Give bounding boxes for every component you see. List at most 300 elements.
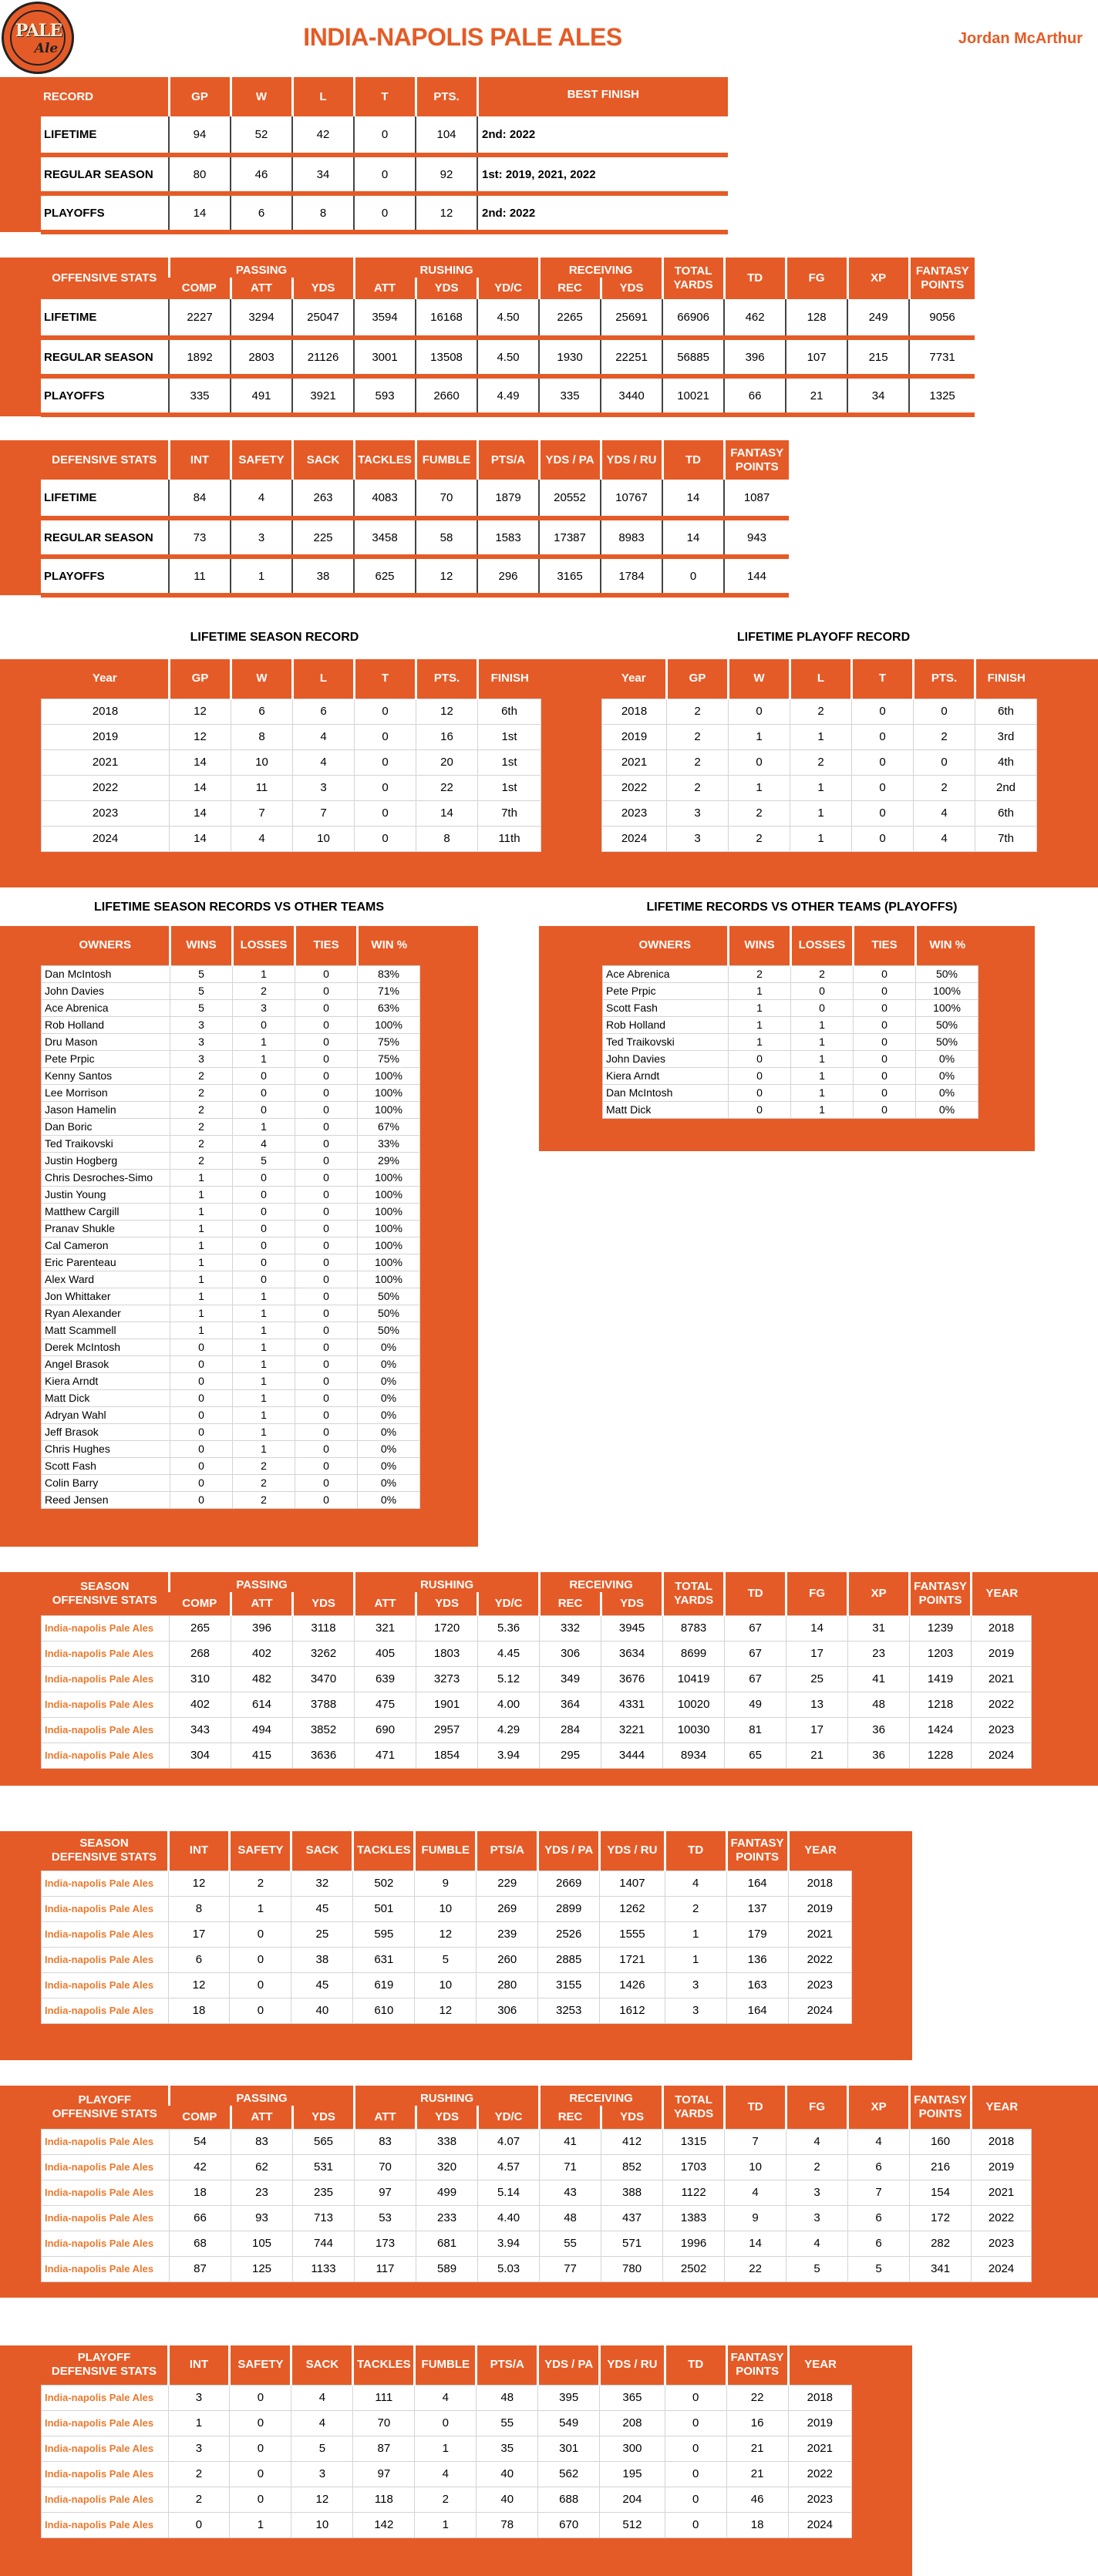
cell: 0 [665,2410,726,2436]
cell: 1 [729,724,790,749]
group-receiving: RECEIVING [540,1572,663,1592]
table-row [42,699,541,724]
team-name: India-napolis Pale Ales [42,2256,170,2281]
cell: 50% [916,1016,978,1033]
logo-text-pale: PALE [15,21,62,41]
cell: 144 [724,557,789,595]
cell: 22 [726,2385,788,2410]
col-header: DEFENSIVE STATS [52,453,157,466]
cell: 531 [293,2154,355,2180]
cell: 0 [852,724,914,749]
season-offense-label [42,1572,170,1615]
cell: 50% [916,965,978,982]
year-cell: 2023 [42,800,170,826]
table-row [42,800,541,826]
records-panel [0,659,1098,887]
owner-name-cell: Reed Jensen [42,1491,170,1508]
cell: 50% [916,1033,978,1050]
cell: 2019 [788,1896,851,1921]
season-record-table [41,659,541,852]
table-row [42,1423,420,1440]
col-header: TACKLES [353,2345,415,2385]
cell: 23 [848,1641,910,1666]
cell: 100% [358,1186,420,1203]
col-header: WINS [729,926,791,965]
defense-table [41,440,789,598]
cell: 40 [291,1998,353,2023]
cell: 12 [415,1998,477,2023]
cell: 100% [358,1169,420,1186]
cell: 341 [910,2256,972,2281]
cell: 0 [295,1491,358,1508]
cell: 136 [726,1947,788,1972]
col-header: GP [667,659,729,699]
cell: 111 [353,2385,415,2410]
table-row [42,1743,1032,1768]
cell: 1879 [477,480,539,518]
cell: 216 [910,2154,972,2180]
owner-name-cell: Derek McIntosh [42,1339,170,1355]
cell: 0 [233,1084,295,1101]
team-name: India-napolis Pale Ales [42,1896,169,1921]
cell: 12 [168,1871,230,1896]
cell: 4.00 [478,1692,540,1717]
cell: 34 [847,376,909,415]
cell: 639 [355,1666,416,1692]
cell: 7 [231,800,293,826]
cell: 365 [600,2385,665,2410]
cell: 2022 [788,2461,851,2487]
cell: 4.29 [478,1717,540,1743]
record-panel [0,77,728,232]
cell: 55 [477,2410,538,2436]
owner-name-cell: Ryan Alexander [42,1305,170,1322]
cell: 0 [665,2487,726,2512]
table-row [42,1896,852,1921]
cell: 10419 [663,1666,725,1692]
cell: 71% [358,982,420,999]
cell: 62 [231,2154,293,2180]
group-rushing: RUSHING [355,2086,540,2106]
cell: 0 [665,2436,726,2461]
cell: 10 [293,826,355,851]
cell: 41 [540,2129,601,2154]
cell: 2669 [538,1871,600,1896]
cell: 21 [786,1743,848,1768]
cell: 14 [725,2231,786,2256]
cell: 2 [168,2487,230,2512]
best-finish: 1st: 2019, 2021, 2022 [477,155,728,194]
table-row [42,1339,420,1355]
group-passing: PASSING [169,258,354,278]
cell: 92 [416,155,477,194]
cell: 2 [415,2487,477,2512]
cell: 2 [233,982,295,999]
cell: 12 [168,1972,230,1998]
cell: 296 [477,557,539,595]
cell: 25047 [292,299,354,338]
col-header: INT [168,2345,230,2385]
cell: 17 [786,1641,848,1666]
cell: 1930 [539,338,601,376]
cell: 0 [233,1016,295,1033]
cell: 2 [170,1084,233,1101]
cell: 0 [355,699,416,724]
col-header: YD/C [478,1592,540,1615]
table-row [42,2205,1032,2231]
year-cell: 2021 [42,749,170,775]
col-header: YDS [293,2106,355,2129]
table-row [42,2154,1032,2180]
cell: 0 [295,1288,358,1305]
cell: 2023 [972,2231,1032,2256]
cell: 0 [295,1237,358,1254]
table-row [42,2436,852,2461]
table-row [42,1440,420,1457]
col-header: PTS/A [477,2345,538,2385]
season-record-title: LIFETIME SEASON RECORD [190,631,359,644]
cell: 8934 [663,1743,725,1768]
cell: 249 [847,299,909,338]
cell: 13 [786,1692,848,1717]
team-name: India-napolis Pale Ales [42,1717,170,1743]
col-header: L [292,77,354,116]
year-cell: 2024 [602,826,667,851]
cell: 2803 [231,338,292,376]
year-cell: 2018 [42,699,170,724]
cell: 0 [295,999,358,1016]
col-header: GP [170,659,231,699]
table-row [42,826,541,851]
cell: 475 [355,1692,416,1717]
cell: 0 [854,982,916,999]
cell: 63% [358,999,420,1016]
table-row [42,1016,420,1033]
owner-name-cell: Jeff Brasok [42,1423,170,1440]
cell: 744 [293,2231,355,2256]
cell: 1218 [910,1692,972,1717]
defense-panel [0,440,789,595]
cell: 12 [170,724,231,749]
team-name: India-napolis Pale Ales [42,2154,170,2180]
cell: 0 [170,1474,233,1491]
cell: 4 [293,749,355,775]
table-row [41,299,975,338]
cell: 6th [975,800,1037,826]
cell: 0% [358,1372,420,1389]
col-header: ATT [231,278,292,299]
cell: 18 [170,2180,231,2205]
col-header-row [42,659,541,699]
cell: 0 [729,749,790,775]
cell: 2021 [788,2436,851,2461]
cell: 50% [358,1288,420,1305]
cell: 25691 [601,299,662,338]
cell: 595 [353,1921,415,1947]
col-header: ATT [355,2106,416,2129]
cell: 21 [726,2436,788,2461]
cell: 2024 [972,1743,1032,1768]
cell: 2 [914,775,975,800]
cell: 1 [233,1118,295,1135]
cell: 14 [169,194,231,232]
cell: 5 [415,1947,477,1972]
cell: 12 [416,557,477,595]
cell: 338 [416,2129,478,2154]
cell: 8983 [601,518,662,557]
cell: 3676 [601,1666,663,1692]
col-header: YDS / RU [601,440,662,480]
cell: 1 [233,1322,295,1339]
year-cell: 2021 [602,749,667,775]
cell: 4 [233,1135,295,1152]
table-row [603,965,978,982]
cell: 0 [295,1457,358,1474]
cell: 415 [231,1743,293,1768]
cell: 494 [231,1717,293,1743]
cell: 154 [910,2180,972,2205]
col-header: FG [786,2086,848,2129]
cell: 1426 [600,1972,665,1998]
cell: 2023 [972,1717,1032,1743]
table-row [42,2410,852,2436]
row-label: LIFETIME [41,116,169,155]
cell: 7 [293,800,355,826]
team-name: India-napolis Pale Ales [42,2231,170,2256]
cell: 2019 [972,1641,1032,1666]
cell: 45 [291,1972,353,1998]
cell: 0 [295,1406,358,1423]
col-header: SACK [292,440,354,480]
cell: 3 [786,2205,848,2231]
cell: 36 [848,1743,910,1768]
cell: 3262 [293,1641,355,1666]
cell: 10 [725,2154,786,2180]
table-row [42,1135,420,1152]
cell: 12 [415,1921,477,1947]
cell: 0 [295,1220,358,1237]
col-header: LOSSES [791,926,854,965]
cell: 8 [292,194,354,232]
cell: 25 [786,1666,848,1692]
cell: 0 [170,1339,233,1355]
label-line: PLAYOFF [77,2351,131,2365]
col-header: YDS [601,1592,663,1615]
row-label: REGULAR SEASON [41,518,169,557]
cell: 215 [847,338,909,376]
cell: 0% [358,1389,420,1406]
cell: 1383 [663,2205,725,2231]
table-row [41,376,975,415]
cell: 462 [724,299,786,338]
col-header: TIES [854,926,916,965]
col-header-row [602,659,1037,699]
cell: 100% [358,1237,420,1254]
col-header: YD/C [477,278,539,299]
owner-name-cell: Ace Abrenica [603,965,729,982]
playoff-offense-panel [0,2086,1098,2298]
table-row [41,116,728,155]
cell: 0 [729,1101,791,1118]
col-header: YDS / PA [538,2345,600,2385]
group-header-row [41,258,975,278]
owner-name-cell: Angel Brasok [42,1355,170,1372]
cell: 75% [358,1050,420,1067]
team-name: India-napolis Pale Ales [42,1972,169,1998]
cell: 0 [854,965,916,982]
cell: 4 [291,2385,353,2410]
cell: 1 [791,1067,854,1084]
cell: 100% [358,1084,420,1101]
cell: 53 [355,2205,416,2231]
team-name: India-napolis Pale Ales [42,2180,170,2205]
table-row [42,1474,420,1491]
cell: 0 [295,1067,358,1084]
cell: 0 [230,1998,291,2023]
col-header: YDS [601,278,662,299]
cell: 1 [415,2436,477,2461]
cell: 502 [353,1871,415,1896]
cell: 7731 [909,338,975,376]
season-defense-label [42,1831,169,1871]
col-header: OWNERS [638,938,691,952]
col-header: XP [848,1572,910,1615]
cell: 67 [725,1641,786,1666]
cell: 2021 [788,1921,851,1947]
cell: 0 [662,557,724,595]
season-offense-panel [0,1572,1098,1786]
cell: 100% [358,1271,420,1288]
playoff-defense-label [42,2345,169,2385]
cell: 0% [358,1406,420,1423]
row-label: PLAYOFFS [41,557,169,595]
col-header: YDS / RU [600,2345,665,2385]
cell: 10 [291,2512,353,2537]
cell: 14 [416,800,478,826]
cell: 6 [293,699,355,724]
cell: 1407 [600,1871,665,1896]
table-row [603,1067,978,1084]
col-header: FUMBLE [416,440,477,480]
cell: 0 [729,1050,791,1067]
cell: 3 [665,1972,726,1998]
col-header: YD/C [478,2106,540,2129]
col-header: COMP [182,2110,217,2123]
cell: 0 [233,1271,295,1288]
cell: 1315 [663,2129,725,2154]
table-row [42,1271,420,1288]
cell: 13508 [416,338,477,376]
year-cell: 2018 [602,699,667,724]
cell: 2957 [416,1717,478,1743]
cell: 1612 [600,1998,665,2023]
col-header: FANTASY POINTS [726,1831,788,1871]
cell: 1 [729,999,791,1016]
cell: 1239 [910,1615,972,1641]
cell: 0 [295,1203,358,1220]
cell: 4.50 [477,338,539,376]
col-header: YDS [416,278,477,299]
cell: 3 [168,2436,230,2461]
cell: 100% [916,999,978,1016]
col-header: OWNERS [79,938,131,952]
owner-name-cell: Ted Traikovski [42,1135,170,1152]
table-row [42,2512,852,2537]
cell: 1 [170,1305,233,1322]
cell: 1 [170,1322,233,1339]
cell: 306 [477,1998,538,2023]
label-line: PLAYOFF [78,2093,132,2106]
cell: 11 [169,557,231,595]
cell: 1 [168,2410,230,2436]
cell: 3.94 [478,1743,540,1768]
table-row [603,982,978,999]
col-header: YEAR [972,1572,1032,1615]
cell: 2 [170,1118,233,1135]
cell: 4 [293,724,355,749]
cell: 4.07 [478,2129,540,2154]
cell: 3634 [601,1641,663,1666]
cell: 4 [231,480,292,518]
owner-name-cell: Alex Ward [42,1271,170,1288]
cell: 0 [295,1084,358,1101]
col-header: SAFETY [231,440,292,480]
owner-name-cell: Chris Hughes [42,1440,170,1457]
cell: 471 [355,1743,416,1768]
cell: 437 [601,2205,663,2231]
playoff-offense-table [41,2086,1032,2282]
cell: 0 [854,1067,916,1084]
cell: 16 [416,724,478,749]
cell: 6 [231,699,293,724]
group-rushing: RUSHING [354,258,539,278]
cell: 713 [293,2205,355,2231]
team-name: India-napolis Pale Ales [42,1921,169,1947]
cell: 0 [170,1491,233,1508]
cell: 405 [355,1641,416,1666]
cell: 0 [295,1101,358,1118]
col-header: YDS / RU [600,1831,665,1871]
cell: 16168 [416,299,477,338]
cell: 589 [416,2256,478,2281]
team-name: India-napolis Pale Ales [42,1641,170,1666]
cell: 42 [292,116,354,155]
col-header: YDS [292,278,354,299]
cell: 1 [233,1372,295,1389]
owner-name-cell: Matt Scammell [42,1322,170,1339]
cell: 1 [233,1033,295,1050]
cell: 2023 [788,2487,851,2512]
cell: 0 [170,1440,233,1457]
cell: 402 [231,1641,293,1666]
cell: 75% [358,1033,420,1050]
cell: 1 [790,724,852,749]
cell: 48 [477,2385,538,2410]
cell: 7th [478,800,541,826]
table-row [42,999,420,1016]
table-row [42,1101,420,1118]
cell: 3118 [293,1615,355,1641]
cell: 41 [848,1666,910,1692]
cell: 0 [354,116,416,155]
cell: 12 [170,699,231,724]
cell: 33% [358,1135,420,1152]
col-header: REC [540,2106,601,2129]
table-row [603,1101,978,1118]
owner-name: Jordan McArthur [958,30,1083,47]
cell: 0 [791,999,854,1016]
cell: 1803 [416,1641,478,1666]
